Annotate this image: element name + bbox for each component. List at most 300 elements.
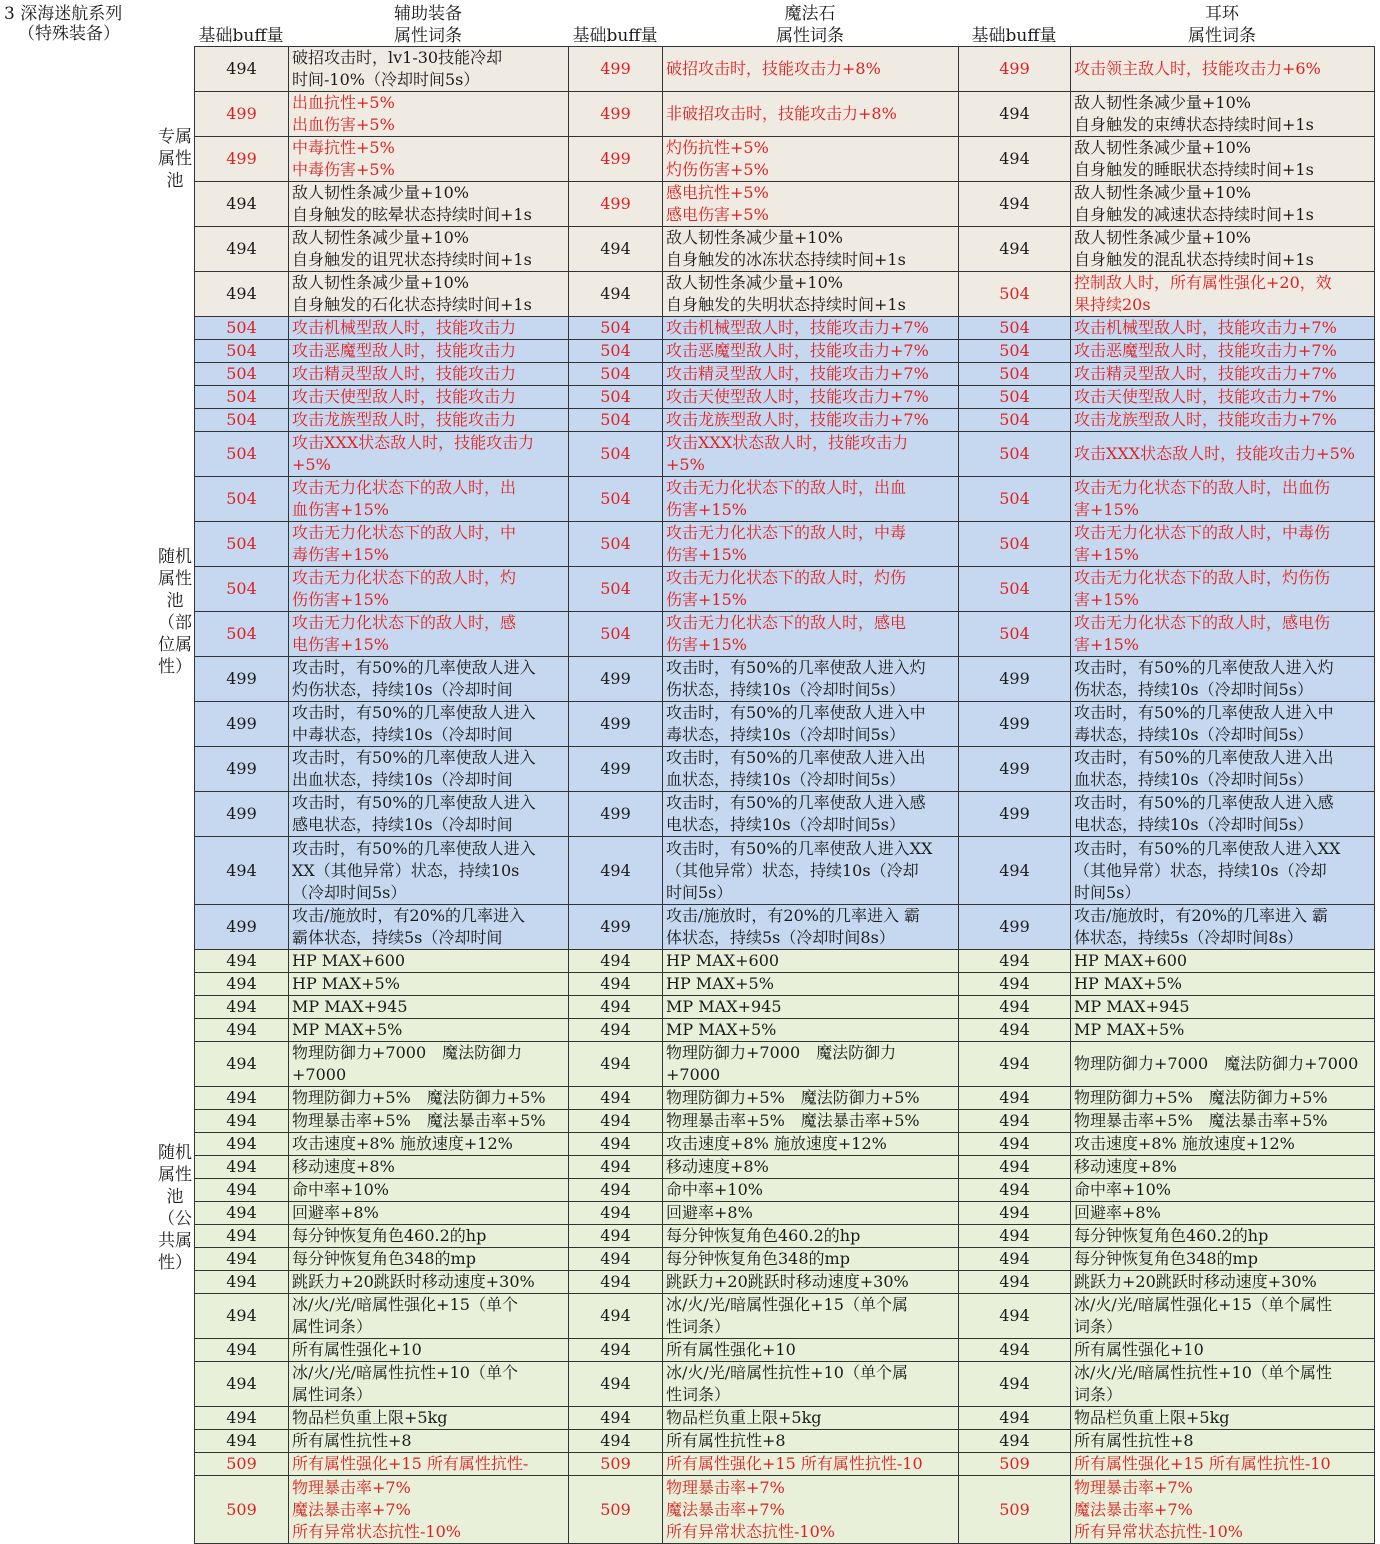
attribute-desc-text: 攻击时，有50%的几率使敌人进入出 血状态，持续10s（冷却时间5s） — [1074, 748, 1334, 789]
attribute-desc-text: 跳跃力+20跳跃时移动速度+30% — [292, 1272, 535, 1291]
attribute-desc-cell — [663, 1042, 959, 1087]
attribute-desc-text: 攻击龙族型敌人时，技能攻击力+7% — [1074, 410, 1337, 429]
attribute-desc-cell — [289, 1179, 569, 1202]
table-row — [195, 137, 1375, 182]
buff-value-cell: 494 — [959, 1294, 1071, 1339]
buff-value-cell: 494 — [959, 1407, 1071, 1430]
buff-value-cell: 494 — [195, 1042, 289, 1087]
buff-value-cell: 504 — [195, 612, 289, 657]
attribute-desc-text: 控制敌人时，所有属性强化+20，效 果持续20s — [1074, 273, 1332, 314]
attribute-desc-text: 攻击无力化状态下的敌人时，感电 伤害+15% — [666, 613, 907, 654]
attribute-desc-text: MP MAX+5% — [292, 1020, 403, 1039]
buff-value-cell: 509 — [569, 1453, 663, 1476]
buff-value-cell: 499 — [569, 47, 663, 92]
buff-value-cell: 494 — [195, 1362, 289, 1407]
attribute-desc-cell — [663, 905, 959, 950]
attribute-desc-text: 攻击恶魔型敌人时，技能攻击力 — [292, 341, 517, 360]
attribute-desc-cell — [289, 137, 569, 182]
buff-value-cell: 494 — [569, 1225, 663, 1248]
attribute-desc-text: 攻击领主敌人时，技能攻击力+6% — [1074, 59, 1321, 78]
attribute-desc-cell — [663, 272, 959, 317]
buff-value-cell: 494 — [195, 1225, 289, 1248]
attribute-desc-cell — [1071, 432, 1375, 477]
sheet-title-line2: （特殊装备） — [18, 24, 120, 44]
attribute-desc-cell — [289, 905, 569, 950]
buff-value-cell: 494 — [195, 272, 289, 317]
attribute-desc-cell — [1071, 1087, 1375, 1110]
attribute-desc-text: 冰/火/光/暗属性抗性+10（单个属性 词条） — [1074, 1363, 1332, 1404]
attribute-desc-text: 攻击/施放时，有20%的几率进入 霸体状态，持续5s（冷却时间 — [292, 906, 525, 947]
table-row — [195, 1430, 1375, 1453]
buff-value-cell: 494 — [959, 1179, 1071, 1202]
attribute-desc-cell — [663, 1248, 959, 1271]
attribute-desc-cell — [1071, 1430, 1375, 1453]
attribute-desc-cell — [1071, 47, 1375, 92]
attribute-desc-cell — [663, 1179, 959, 1202]
buff-value-cell: 499 — [569, 792, 663, 837]
attribute-desc-text: 敌人韧性条减少量+10% 自身触发的混乱状态持续时间+1s — [1074, 228, 1314, 269]
buff-value-cell: 499 — [959, 47, 1071, 92]
col-header-desc-3: 属性词条 — [1188, 26, 1256, 46]
attribute-desc-cell — [1071, 1019, 1375, 1042]
attribute-desc-cell — [663, 522, 959, 567]
table-row — [195, 386, 1375, 409]
attribute-desc-cell — [1071, 1202, 1375, 1225]
attribute-desc-text: MP MAX+5% — [1074, 1020, 1185, 1039]
attribute-desc-text: 出血抗性+5% 出血伤害+5% — [292, 93, 395, 134]
attribute-desc-text: 攻击时，有50%的几率使敌人进入感 电状态，持续10s（冷却时间5s） — [1074, 793, 1334, 834]
attribute-desc-cell — [1071, 317, 1375, 340]
attribute-desc-cell — [1071, 386, 1375, 409]
attribute-desc-text: 攻击时，有50%的几率使敌人进入 出血状态，持续10s（冷却时间 — [292, 748, 536, 789]
attribute-desc-text: 攻击时，有50%的几率使敌人进入XX （其他异常）状态，持续10s（冷却 时间5s） — [1074, 838, 1341, 902]
attribute-desc-text: 所有属性强化+15 所有属性抗性- — [292, 1454, 529, 1473]
attribute-desc-cell — [663, 792, 959, 837]
buff-value-cell: 504 — [569, 612, 663, 657]
table-row — [195, 1042, 1375, 1087]
buff-value-cell: 494 — [959, 1271, 1071, 1294]
col-header-value-2: 基础buff量 — [572, 26, 658, 46]
buff-value-cell: 494 — [569, 1202, 663, 1225]
buff-value-cell: 494 — [959, 1087, 1071, 1110]
attribute-desc-text: 物品栏负重上限+5kg — [292, 1408, 448, 1427]
attribute-desc-text: 所有属性强化+10 — [292, 1340, 422, 1359]
attribute-desc-cell — [1071, 1042, 1375, 1087]
attribute-desc-text: 命中率+10% — [666, 1180, 763, 1199]
buff-value-cell: 504 — [959, 522, 1071, 567]
attribute-desc-cell — [289, 477, 569, 522]
attribute-desc-cell — [1071, 1362, 1375, 1407]
attribute-desc-cell — [289, 1133, 569, 1156]
attribute-desc-cell — [1071, 1110, 1375, 1133]
buff-value-cell: 494 — [569, 837, 663, 905]
attribute-desc-cell — [289, 612, 569, 657]
attribute-desc-cell — [663, 567, 959, 612]
buff-value-cell: 494 — [195, 1430, 289, 1453]
attribute-desc-text: 攻击时，有50%的几率使敌人进入 XX（其他异常）状态，持续10s （冷却时间5s） — [292, 838, 536, 902]
table-row — [195, 317, 1375, 340]
table-row — [195, 1294, 1375, 1339]
attribute-desc-cell — [663, 996, 959, 1019]
buff-value-cell: 499 — [569, 747, 663, 792]
attribute-desc-cell — [1071, 92, 1375, 137]
attribute-desc-cell — [663, 747, 959, 792]
table-row — [195, 272, 1375, 317]
attribute-desc-cell — [663, 657, 959, 702]
attribute-desc-cell — [289, 1339, 569, 1362]
attribute-desc-cell — [1071, 1156, 1375, 1179]
table-row — [195, 657, 1375, 702]
table-row — [195, 1476, 1375, 1544]
attribute-desc-text: 攻击XXX状态敌人时，技能攻击力+5% — [1074, 444, 1355, 463]
attribute-desc-cell — [663, 950, 959, 973]
col-header-desc-2: 属性词条 — [776, 26, 844, 46]
buff-value-cell: 504 — [959, 386, 1071, 409]
table-row — [195, 1362, 1375, 1407]
attribute-desc-text: 攻击时，有50%的几率使敌人进入 中毒状态，持续10s（冷却时间 — [292, 703, 536, 744]
buff-value-cell: 504 — [959, 272, 1071, 317]
buff-value-cell: 499 — [195, 137, 289, 182]
attribute-desc-text: 回避率+8% — [292, 1203, 379, 1222]
attribute-desc-text: 冰/火/光/暗属性强化+15（单个 属性词条） — [292, 1295, 518, 1336]
table-row — [195, 47, 1375, 92]
buff-value-cell: 494 — [959, 182, 1071, 227]
attribute-desc-cell — [289, 1087, 569, 1110]
table-row — [195, 1225, 1375, 1248]
attribute-desc-text: 攻击无力化状态下的敌人时，中毒 伤害+15% — [666, 523, 907, 564]
attribute-desc-cell — [663, 1019, 959, 1042]
buff-value-cell: 494 — [959, 837, 1071, 905]
attribute-desc-cell — [1071, 477, 1375, 522]
attribute-desc-cell — [663, 1430, 959, 1453]
buff-value-cell: 509 — [195, 1476, 289, 1544]
attribute-desc-text: 物理防御力+5% 魔法防御力+5% — [666, 1088, 920, 1107]
attribute-desc-cell — [289, 1362, 569, 1407]
table-row — [195, 1248, 1375, 1271]
attribute-desc-cell — [289, 702, 569, 747]
attribute-desc-cell — [289, 1042, 569, 1087]
attribute-desc-text: 攻击时，有50%的几率使敌人进入感 电状态，持续10s（冷却时间5s） — [666, 793, 926, 834]
attribute-desc-cell — [289, 567, 569, 612]
buff-value-cell: 504 — [569, 522, 663, 567]
buff-value-cell: 494 — [195, 950, 289, 973]
attribute-desc-text: 物品栏负重上限+5kg — [666, 1408, 822, 1427]
buff-value-cell: 504 — [195, 432, 289, 477]
attribute-desc-text: 攻击无力化状态下的敌人时，出血 伤害+15% — [666, 478, 907, 519]
attribute-desc-cell — [663, 1202, 959, 1225]
attribute-desc-text: 攻击时，有50%的几率使敌人进入 灼伤状态，持续10s（冷却时间 — [292, 658, 536, 699]
buff-value-cell: 494 — [195, 996, 289, 1019]
attribute-desc-cell — [289, 1294, 569, 1339]
buff-value-cell: 504 — [569, 340, 663, 363]
attribute-desc-cell — [1071, 747, 1375, 792]
attribute-desc-cell — [1071, 612, 1375, 657]
attribute-desc-cell — [1071, 702, 1375, 747]
attribute-desc-text: 攻击机械型敌人时，技能攻击力+7% — [666, 318, 929, 337]
attribute-desc-cell — [289, 1225, 569, 1248]
group-header-magic-stone: 魔法石 — [784, 4, 836, 24]
attribute-desc-cell — [1071, 137, 1375, 182]
table-row — [195, 702, 1375, 747]
attribute-desc-cell — [1071, 227, 1375, 272]
attribute-desc-cell — [289, 432, 569, 477]
buff-value-cell: 499 — [569, 702, 663, 747]
attribute-desc-text: 移动速度+8% — [666, 1157, 769, 1176]
buff-value-cell: 494 — [569, 1339, 663, 1362]
attribute-desc-text: 攻击速度+8% 施放速度+12% — [666, 1134, 887, 1153]
attribute-desc-text: 敌人韧性条减少量+10% 自身触发的束缚状态持续时间+1s — [1074, 93, 1314, 134]
buff-value-cell: 494 — [959, 1156, 1071, 1179]
attribute-desc-text: 攻击时，有50%的几率使敌人进入灼 伤状态，持续10s（冷却时间5s） — [666, 658, 926, 699]
buff-value-cell: 494 — [195, 182, 289, 227]
buff-value-cell: 494 — [195, 1110, 289, 1133]
col-header-desc-1: 属性词条 — [394, 26, 462, 46]
buff-value-cell: 504 — [569, 317, 663, 340]
section-label-random-part: 随机属性池（部位属性） — [158, 547, 192, 677]
attribute-desc-cell — [663, 1133, 959, 1156]
buff-value-cell: 494 — [569, 272, 663, 317]
attribute-desc-cell — [663, 1453, 959, 1476]
attribute-desc-text: 攻击/施放时，有20%的几率进入 霸 体状态，持续5s（冷却时间8s） — [666, 906, 921, 947]
attribute-desc-text: 攻击机械型敌人时，技能攻击力+7% — [1074, 318, 1337, 337]
buff-value-cell: 494 — [569, 1019, 663, 1042]
attribute-desc-text: 敌人韧性条减少量+10% 自身触发的诅咒状态持续时间+1s — [292, 228, 532, 269]
attribute-desc-cell — [289, 657, 569, 702]
buff-value-cell: 504 — [959, 432, 1071, 477]
table-row — [195, 1453, 1375, 1476]
attribute-desc-text: 攻击机械型敌人时，技能攻击力 — [292, 318, 517, 337]
buff-value-cell: 494 — [195, 47, 289, 92]
attribute-desc-cell — [1071, 1294, 1375, 1339]
attribute-desc-cell — [663, 1407, 959, 1430]
attribute-desc-text: 攻击无力化状态下的敌人时，灼伤伤 害+15% — [1074, 568, 1331, 609]
attribute-desc-cell — [289, 182, 569, 227]
attribute-desc-cell — [289, 1156, 569, 1179]
attribute-desc-cell — [289, 1019, 569, 1042]
buff-value-cell: 499 — [959, 792, 1071, 837]
attribute-desc-cell — [1071, 340, 1375, 363]
table-row — [195, 1133, 1375, 1156]
attribute-desc-cell — [289, 522, 569, 567]
attribute-desc-cell — [663, 1339, 959, 1362]
attribute-desc-text: 敌人韧性条减少量+10% 自身触发的石化状态持续时间+1s — [292, 273, 532, 314]
attribute-desc-cell — [663, 227, 959, 272]
table-row — [195, 996, 1375, 1019]
buff-value-cell: 499 — [569, 905, 663, 950]
attribute-desc-cell — [289, 363, 569, 386]
attribute-desc-text: 攻击无力化状态下的敌人时，中 毒伤害+15% — [292, 523, 517, 564]
buff-value-cell: 504 — [195, 340, 289, 363]
buff-value-cell: 504 — [959, 409, 1071, 432]
attribute-desc-text: 所有属性强化+10 — [1074, 1340, 1204, 1359]
attribute-desc-text: 攻击龙族型敌人时，技能攻击力 — [292, 410, 517, 429]
attribute-desc-cell — [1071, 1339, 1375, 1362]
attribute-desc-text: 攻击时，有50%的几率使敌人进入中 毒状态，持续10s（冷却时间5s） — [1074, 703, 1334, 744]
table-row — [195, 1019, 1375, 1042]
table-row — [195, 612, 1375, 657]
group-header-earring: 耳环 — [1205, 4, 1239, 24]
attribute-desc-cell — [289, 1271, 569, 1294]
attribute-desc-cell — [289, 950, 569, 973]
buff-value-cell: 504 — [959, 317, 1071, 340]
attribute-desc-text: 所有属性抗性+8 — [666, 1431, 786, 1450]
buff-value-cell: 504 — [195, 363, 289, 386]
attribute-desc-text: 所有属性强化+10 — [666, 1340, 796, 1359]
col-header-value-1: 基础buff量 — [198, 26, 284, 46]
attribute-desc-text: 攻击无力化状态下的敌人时，出血伤 害+15% — [1074, 478, 1331, 519]
buff-value-cell: 494 — [195, 1294, 289, 1339]
attribute-desc-cell — [1071, 1453, 1375, 1476]
table-row — [195, 92, 1375, 137]
buff-value-cell: 494 — [195, 837, 289, 905]
attribute-desc-text: 攻击无力化状态下的敌人时，出 血伤害+15% — [292, 478, 517, 519]
attribute-desc-cell — [289, 386, 569, 409]
attribute-desc-cell — [289, 340, 569, 363]
table-row — [195, 409, 1375, 432]
buff-value-cell: 504 — [195, 567, 289, 612]
attribute-desc-text: MP MAX+945 — [666, 997, 782, 1016]
attribute-desc-cell — [289, 996, 569, 1019]
buff-value-cell: 494 — [959, 1110, 1071, 1133]
attribute-desc-text: 冰/火/光/暗属性抗性+10（单个 属性词条） — [292, 1363, 518, 1404]
attribute-desc-text: MP MAX+945 — [292, 997, 408, 1016]
attribute-desc-text: 敌人韧性条减少量+10% 自身触发的冰冻状态持续时间+1s — [666, 228, 906, 269]
attribute-desc-text: 非破招攻击时，技能攻击力+8% — [666, 104, 897, 123]
buff-value-cell: 494 — [959, 1430, 1071, 1453]
attribute-desc-text: 物理暴击率+5% 魔法暴击率+5% — [292, 1111, 546, 1130]
attribute-desc-cell — [663, 137, 959, 182]
buff-value-cell: 504 — [959, 477, 1071, 522]
buff-value-cell: 509 — [959, 1453, 1071, 1476]
sheet-title-line1: 3 深海迷航系列 — [4, 4, 123, 24]
attribute-desc-cell — [289, 1430, 569, 1453]
attribute-table-body — [195, 47, 1375, 1544]
attribute-desc-text: MP MAX+945 — [1074, 997, 1190, 1016]
buff-value-cell: 494 — [569, 1042, 663, 1087]
attribute-desc-text: 物理暴击率+7% 魔法暴击率+7% 所有异常状态抗性-10% — [292, 1477, 461, 1541]
attribute-desc-cell — [663, 612, 959, 657]
attribute-desc-cell — [663, 1476, 959, 1544]
buff-value-cell: 494 — [195, 227, 289, 272]
attribute-desc-text: HP MAX+5% — [1074, 974, 1182, 993]
attribute-desc-text: 攻击时，有50%的几率使敌人进入 感电状态，持续10s（冷却时间 — [292, 793, 536, 834]
attribute-desc-text: 敌人韧性条减少量+10% 自身触发的睡眠状态持续时间+1s — [1074, 138, 1314, 179]
attribute-desc-cell — [289, 1453, 569, 1476]
buff-value-cell: 504 — [569, 363, 663, 386]
buff-value-cell: 504 — [959, 363, 1071, 386]
buff-value-cell: 494 — [195, 1087, 289, 1110]
buff-value-cell: 504 — [195, 317, 289, 340]
buff-value-cell: 499 — [195, 702, 289, 747]
buff-value-cell: 504 — [959, 340, 1071, 363]
attribute-desc-cell — [663, 702, 959, 747]
table-row — [195, 432, 1375, 477]
attribute-desc-text: 灼伤抗性+5% 灼伤伤害+5% — [666, 138, 769, 179]
buff-value-cell: 499 — [195, 905, 289, 950]
attribute-desc-text: 所有属性抗性+8 — [1074, 1431, 1194, 1450]
attribute-desc-cell — [1071, 1225, 1375, 1248]
attribute-desc-text: 攻击精灵型敌人时，技能攻击力 — [292, 364, 517, 383]
buff-value-cell: 494 — [195, 1407, 289, 1430]
buff-value-cell: 494 — [569, 1362, 663, 1407]
attribute-desc-cell — [289, 1407, 569, 1430]
attribute-desc-cell — [1071, 182, 1375, 227]
attribute-desc-cell — [289, 1202, 569, 1225]
attribute-desc-text: 物理防御力+7000 魔法防御力 +7000 — [666, 1043, 897, 1084]
attribute-desc-text: 敌人韧性条减少量+10% 自身触发的减速状态持续时间+1s — [1074, 183, 1314, 224]
attribute-desc-text: 冰/火/光/暗属性强化+15（单个属性 词条） — [1074, 1295, 1332, 1336]
attribute-desc-text: 物理防御力+7000 魔法防御力 +7000 — [292, 1043, 523, 1084]
buff-value-cell: 504 — [959, 612, 1071, 657]
attribute-desc-text: 每分钟恢复角色348的mp — [292, 1249, 476, 1268]
col-header-value-3: 基础buff量 — [971, 26, 1057, 46]
attribute-desc-text: 攻击时，有50%的几率使敌人进入灼 伤状态，持续10s（冷却时间5s） — [1074, 658, 1334, 699]
attribute-desc-text: 攻击无力化状态下的敌人时，感 电伤害+15% — [292, 613, 517, 654]
attribute-desc-text: 攻击速度+8% 施放速度+12% — [1074, 1134, 1295, 1153]
buff-value-cell: 494 — [195, 1339, 289, 1362]
buff-value-cell: 504 — [195, 386, 289, 409]
attribute-desc-cell — [1071, 950, 1375, 973]
buff-value-cell: 494 — [569, 1248, 663, 1271]
table-row — [195, 747, 1375, 792]
table-row — [195, 837, 1375, 905]
buff-value-cell: 494 — [959, 1248, 1071, 1271]
attribute-desc-cell — [663, 317, 959, 340]
attribute-desc-cell — [663, 1225, 959, 1248]
attribute-desc-cell — [1071, 973, 1375, 996]
table-row — [195, 1110, 1375, 1133]
table-row — [195, 340, 1375, 363]
table-row — [195, 792, 1375, 837]
table-row — [195, 567, 1375, 612]
attribute-desc-text: 物理暴击率+7% 魔法暴击率+7% 所有异常状态抗性-10% — [1074, 1477, 1243, 1541]
buff-value-cell: 504 — [569, 477, 663, 522]
attribute-desc-cell — [1071, 1271, 1375, 1294]
buff-value-cell: 499 — [959, 747, 1071, 792]
attribute-desc-text: 移动速度+8% — [292, 1157, 395, 1176]
buff-value-cell: 494 — [959, 1225, 1071, 1248]
buff-value-cell: 494 — [959, 1339, 1071, 1362]
attribute-desc-cell — [289, 1248, 569, 1271]
attribute-desc-text: 每分钟恢复角色460.2的hp — [666, 1226, 861, 1245]
attribute-desc-text: 攻击XXX状态敌人时，技能攻击力 +5% — [666, 433, 909, 474]
attribute-desc-cell — [289, 747, 569, 792]
attribute-desc-cell — [1071, 567, 1375, 612]
table-row — [195, 950, 1375, 973]
attribute-desc-cell — [663, 1110, 959, 1133]
section-label-exclusive: 专属属性池 — [158, 127, 192, 191]
attribute-desc-text: 每分钟恢复角色460.2的hp — [292, 1226, 487, 1245]
table-row — [195, 973, 1375, 996]
table-row — [195, 1087, 1375, 1110]
table-row — [195, 1339, 1375, 1362]
buff-value-cell: 504 — [195, 522, 289, 567]
buff-value-cell: 494 — [195, 1179, 289, 1202]
attribute-desc-cell — [663, 386, 959, 409]
buff-value-cell: 504 — [195, 477, 289, 522]
buff-value-cell: 494 — [959, 92, 1071, 137]
table-row — [195, 182, 1375, 227]
buff-value-cell: 499 — [195, 92, 289, 137]
attribute-desc-text: 攻击时，有50%的几率使敌人进入中 毒状态，持续10s（冷却时间5s） — [666, 703, 926, 744]
attribute-desc-cell — [663, 973, 959, 996]
buff-value-cell: 504 — [195, 409, 289, 432]
attribute-desc-cell — [1071, 1248, 1375, 1271]
attribute-desc-text: 回避率+8% — [666, 1203, 753, 1222]
attribute-desc-text: HP MAX+600 — [666, 951, 780, 970]
attribute-desc-cell — [289, 409, 569, 432]
buff-value-cell: 494 — [959, 1019, 1071, 1042]
